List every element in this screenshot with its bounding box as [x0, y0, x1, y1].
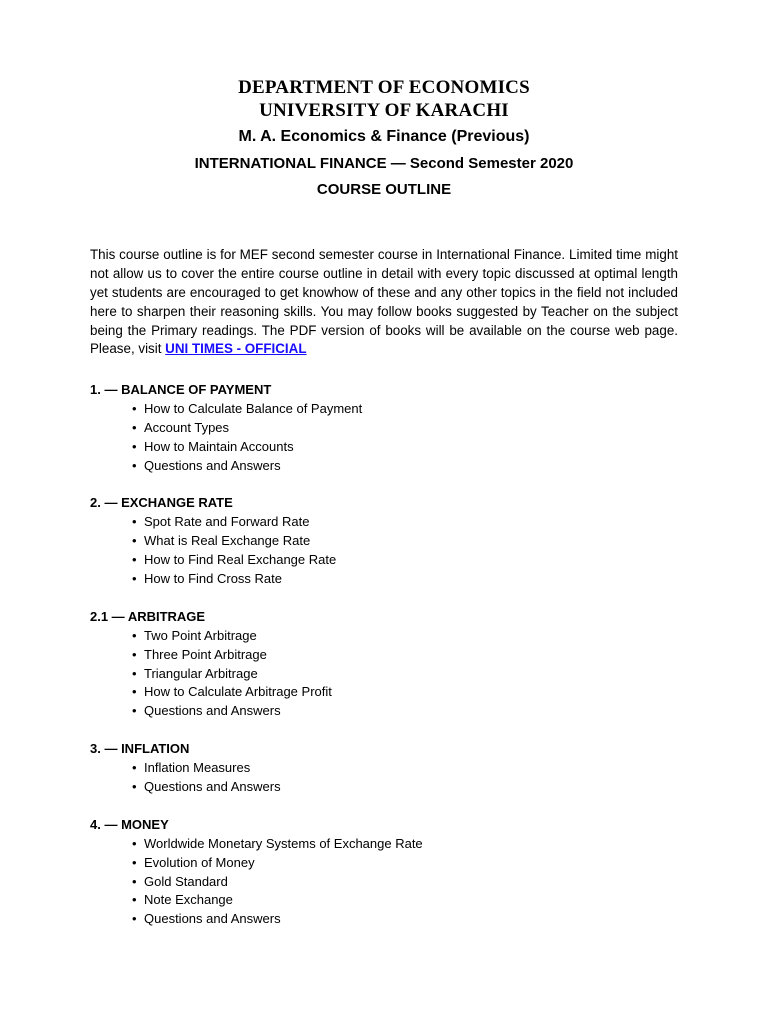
topic-item [132, 683, 690, 702]
topic-item [132, 778, 690, 797]
topic-item [132, 438, 690, 457]
section-title: 4. — MONEY [90, 816, 169, 832]
topic-label: Questions and Answers [144, 457, 281, 473]
bullet-icon: • [132, 760, 137, 776]
topic-item [132, 400, 690, 419]
course-sections [90, 381, 690, 948]
bullet-icon: • [132, 514, 137, 530]
section-title: 3. — INFLATION [90, 741, 190, 757]
topic-label: How to Find Real Exchange Rate [144, 552, 337, 568]
topic-label: How to Maintain Accounts [144, 438, 294, 454]
topic-item [132, 835, 690, 854]
topic-label: Triangular Arbitrage [144, 665, 258, 681]
bullet-icon: • [132, 911, 137, 927]
bullet-icon: • [132, 778, 137, 794]
topic-item [132, 891, 690, 910]
course-section [90, 494, 690, 589]
course-section [90, 816, 690, 929]
topic-list [90, 400, 690, 476]
topic-item [132, 513, 690, 532]
topic-list [90, 759, 690, 797]
bullet-icon: • [132, 571, 137, 587]
bullet-icon: • [132, 400, 137, 416]
topic-list [90, 835, 690, 930]
bullet-icon: • [132, 457, 137, 473]
intro-paragraph [90, 246, 678, 359]
bullet-icon: • [132, 854, 137, 870]
topic-label: Spot Rate and Forward Rate [144, 514, 310, 530]
degree-title: M. A. Economics & Finance (Previous) [238, 128, 530, 145]
topic-item [132, 854, 690, 873]
bullet-icon: • [132, 438, 137, 454]
topic-label: Questions and Answers [144, 911, 281, 927]
course-section [90, 381, 690, 476]
bullet-icon: • [132, 892, 137, 908]
topic-label: Inflation Measures [144, 760, 251, 776]
bullet-icon: • [132, 684, 137, 700]
topic-label: Three Point Arbitrage [144, 646, 267, 662]
topic-label: Evolution of Money [144, 854, 255, 870]
topic-item [132, 532, 690, 551]
intro-text: This course outline is for MEF second semester course in International Finance. Limited time might not allow us to cover the entire course outline in detail with every topic discussed at optimal length yet students are encouraged to get knowhow of these and any other topics in the field not included here to sharpen their reasoning skills. You may follow books suggested by Teacher on the subject being the Primary readings. The PDF version of books will be available on the course web page. Please, visit [90, 247, 678, 357]
topic-label: Two Point Arbitrage [144, 627, 257, 643]
bullet-icon: • [132, 419, 137, 435]
bullet-icon: • [132, 533, 137, 549]
uni-times-link[interactable]: UNI TIMES - OFFICIAL [165, 341, 307, 357]
topic-item [132, 627, 690, 646]
topic-item [132, 702, 690, 721]
outline-title: COURSE OUTLINE [316, 181, 452, 198]
topic-list [90, 627, 690, 722]
bullet-icon: • [132, 627, 137, 643]
bullet-icon: • [132, 835, 137, 851]
topic-item [132, 457, 690, 476]
university-title: UNIVERSITY OF KARACHI [259, 100, 509, 121]
topic-label: How to Calculate Arbitrage Profit [144, 684, 332, 700]
bullet-icon: • [132, 703, 137, 719]
topic-list [90, 513, 690, 589]
topic-label: Worldwide Monetary Systems of Exchange Rate [144, 835, 423, 851]
bullet-icon: • [132, 665, 137, 681]
section-title: 2.1 — ARBITRAGE [90, 608, 206, 624]
course-title: INTERNATIONAL FINANCE — Second Semester 2020 [194, 155, 574, 172]
course-section [90, 740, 690, 797]
topic-label: Account Types [144, 419, 230, 435]
topic-label: Note Exchange [144, 892, 233, 908]
bullet-icon: • [132, 873, 137, 889]
topic-item [132, 646, 690, 665]
topic-item [132, 873, 690, 892]
topic-item [132, 419, 690, 438]
topic-item [132, 759, 690, 778]
document-header [0, 76, 768, 199]
course-section [90, 608, 690, 721]
section-title: 2. — EXCHANGE RATE [90, 495, 233, 511]
department-title: DEPARTMENT OF ECONOMICS [238, 77, 530, 98]
topic-label: How to Find Cross Rate [144, 571, 282, 587]
bullet-icon: • [132, 646, 137, 662]
topic-item [132, 570, 690, 589]
topic-label: What is Real Exchange Rate [144, 533, 311, 549]
section-title: 1. — BALANCE OF PAYMENT [90, 382, 272, 397]
topic-label: Gold Standard [144, 873, 228, 889]
topic-item [132, 665, 690, 684]
bullet-icon: • [132, 552, 137, 568]
topic-label: Questions and Answers [144, 778, 281, 794]
topic-label: Questions and Answers [144, 703, 281, 719]
topic-item [132, 551, 690, 570]
topic-label: How to Calculate Balance of Payment [144, 400, 363, 416]
topic-item [132, 910, 690, 929]
